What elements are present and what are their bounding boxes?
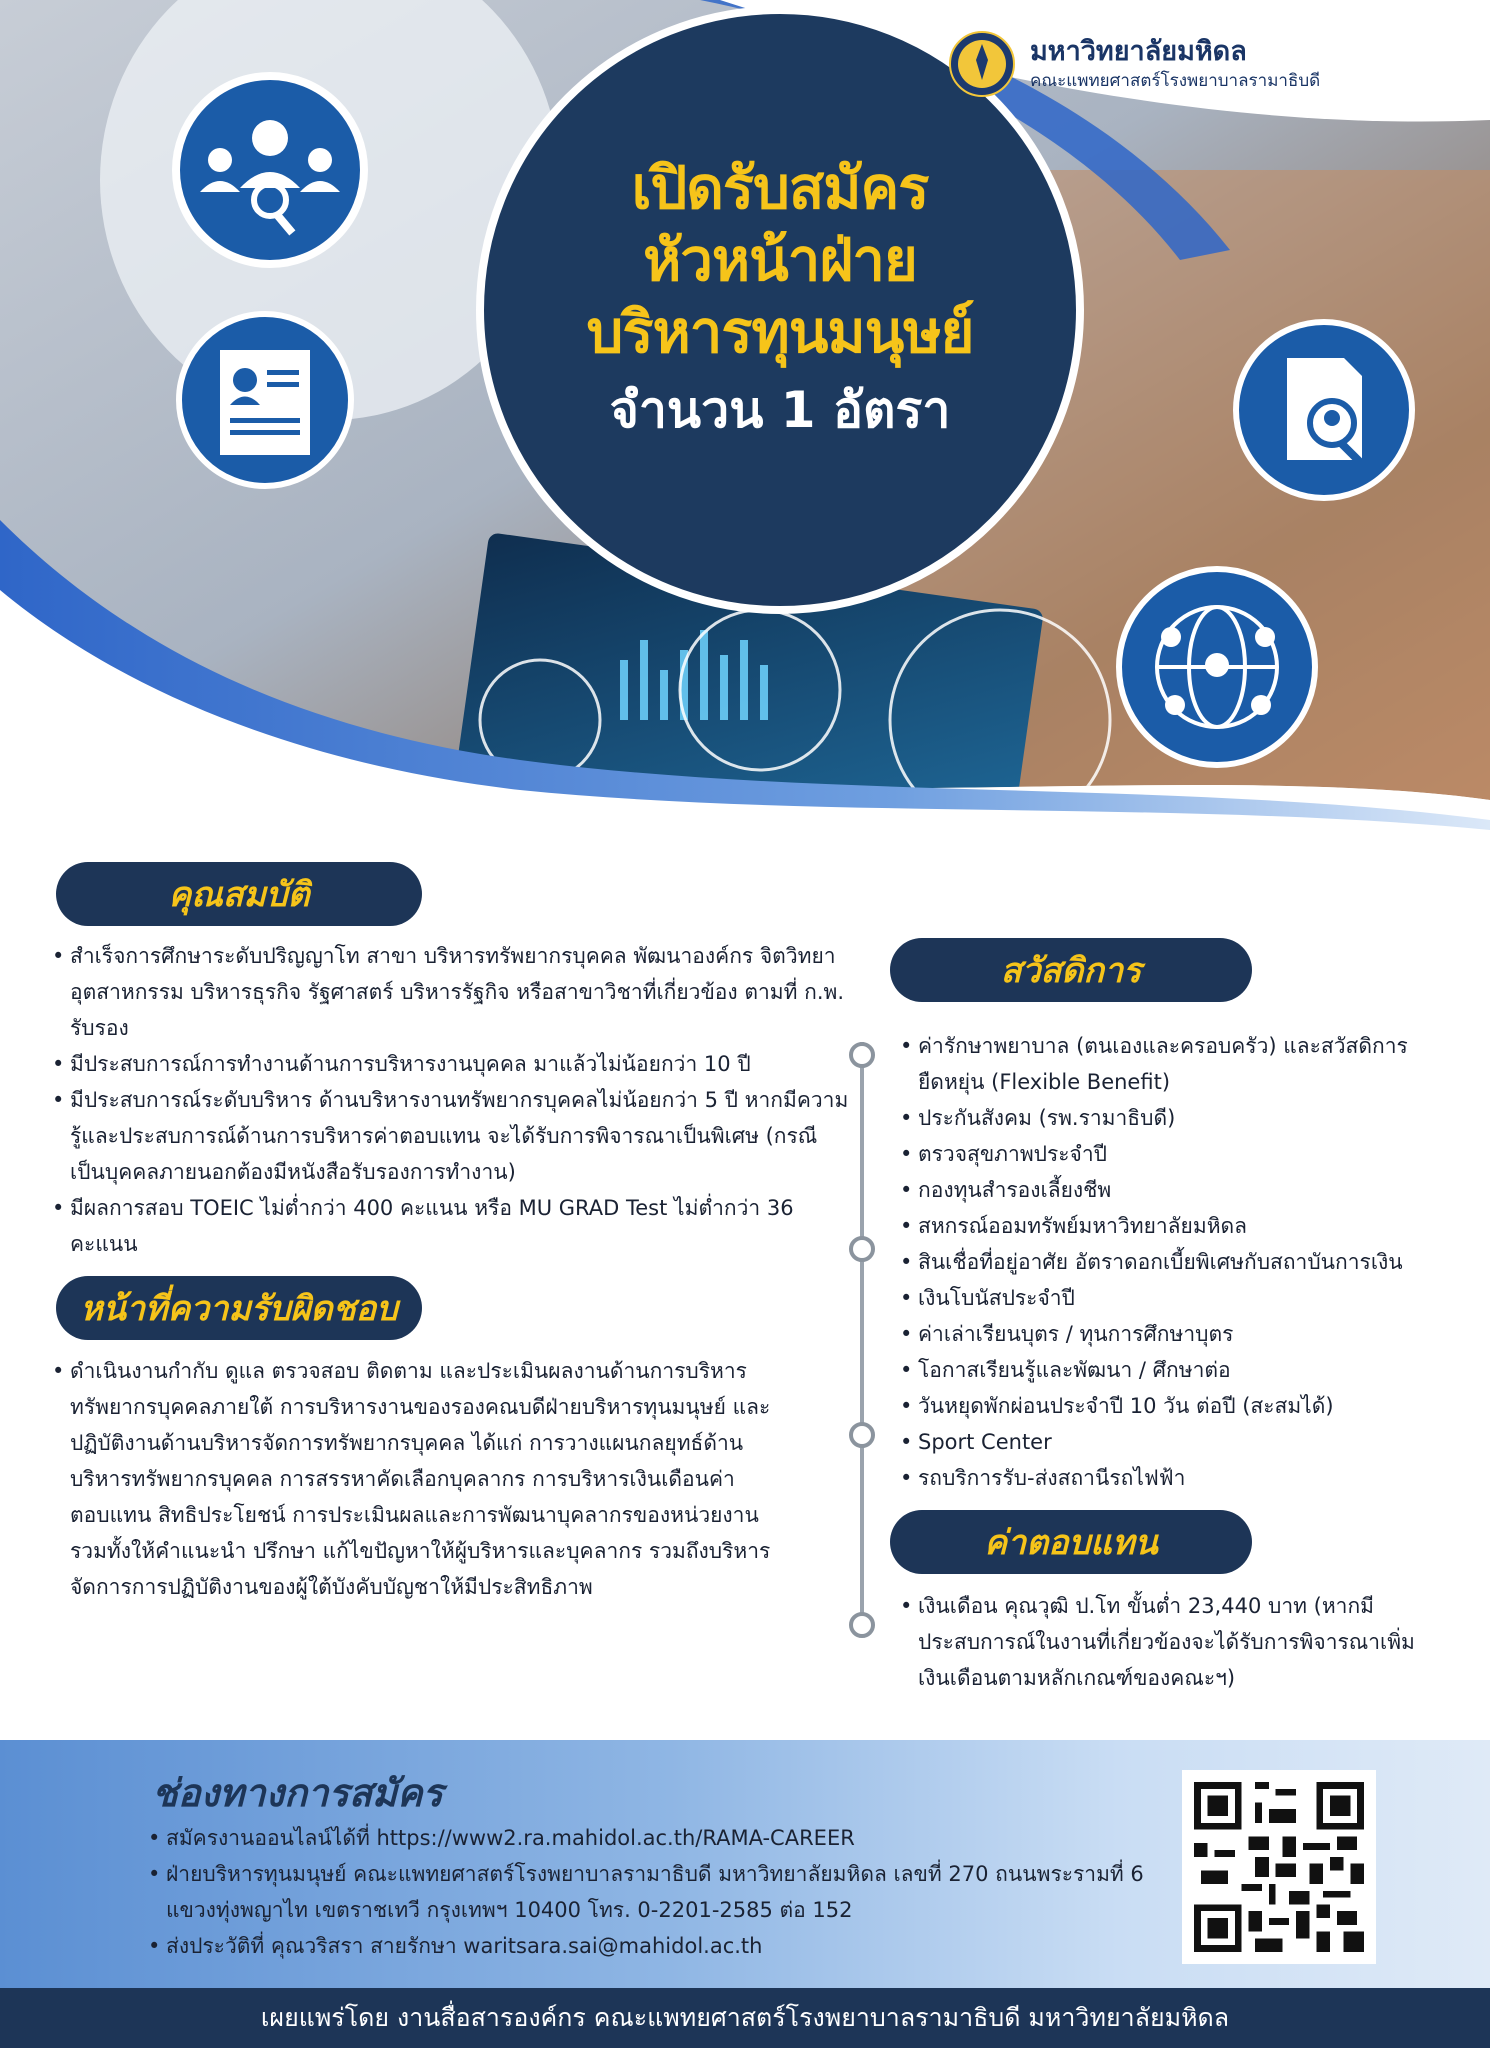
responsibilities-list [52,1353,792,1605]
apply-email[interactable]: • ส่งประวัติที่ คุณวริสรา สายรักษา waritsara.sai@mahidol.ac.th [148,1928,1158,1964]
team-search-icon [170,70,370,270]
document-search-icon [1232,318,1416,502]
faculty-name: คณะแพทยศาสตร์โรงพยาบาลรามาธิบดี [1030,71,1321,91]
list-item: • ค่ารักษาพยาบาล (ตนเองและครอบครัว) และสวัสดิการยืดหยุ่น (Flexible Benefit) [900,1028,1460,1100]
university-seal-icon [948,30,1016,98]
list-item: • สำเร็จการศึกษาระดับปริญญาโท สาขา บริหารทรัพยากรบุคคล พัฒนาองค์กร จิตวิทยาอุตสาหกรรม บริหารธุรกิจ รัฐศาสตร์ บริหารรัฐกิจ หรือสาขาวิชาที่เกี่ยวข้อง ตามที่ ก.พ. รับรอง [52,938,852,1046]
university-logo [948,28,1378,100]
list-item: • สหกรณ์ออมทรัพย์มหาวิทยาลัยมหิดล [900,1208,1460,1244]
apply-address: • ฝ่ายบริหารทุนมนุษย์ คณะแพทยศาสตร์โรงพยาบาลรามาธิบดี มหาวิทยาลัยมหิดล เลขที่ 270 ถนนพระรามที่ 6 แขวงทุ่งพญาไท เขตราชเทวี กรุงเทพฯ 10400 โทร. 0-2201-2585 ต่อ 152 [148,1856,1158,1928]
list-item: • มีประสบการณ์การทำงานด้านการบริหารงานบุคคล มาแล้วไม่น้อยกว่า 10 ปี [52,1046,852,1082]
list-item: • เงินเดือน คุณวุฒิ ป.โท ขั้นต่ำ 23,440 บาท (หากมีประสบการณ์ในงานที่เกี่ยวข้องจะได้รับการพิจารณาเพิ่มเงินเดือนตามหลักเกณฑ์ของคณะฯ) [900,1588,1420,1696]
list-item: • Sport Center [900,1424,1460,1460]
title-line-2: หัวหน้าฝ่าย [643,226,917,294]
qualifications-list [52,938,852,1262]
welfare-heading: สวัสดิการ [890,938,1252,1002]
apply-section [0,1740,1490,1988]
responsibilities-heading: หน้าที่ความรับผิดชอบ [56,1276,422,1340]
list-item: • โอกาสเรียนรู้และพัฒนา / ศึกษาต่อ [900,1352,1460,1388]
timeline-dot [849,1042,875,1068]
list-item: • วันหยุดพักผ่อนประจำปี 10 วัน ต่อปี (สะสมได้) [900,1388,1460,1424]
list-item: • มีผลการสอบ TOEIC ไม่ต่ำกว่า 400 คะแนน หรือ MU GRAD Test ไม่ต่ำกว่า 36 คะแนน [52,1190,852,1262]
list-item: • สินเชื่อที่อยู่อาศัย อัตราดอกเบี้ยพิเศษกับสถาบันการเงิน [900,1244,1460,1280]
list-item: • มีประสบการณ์ระดับบริหาร ด้านบริหารงานทรัพยากรบุคคลไม่น้อยกว่า 5 ปี หากมีความรู้และประสบการณ์ด้านการบริหารค่าตอบแทน จะได้รับการพิจารณาเป็นพิเศษ (กรณีเป็นบุคคลภายนอกต้องมีหนังสือรับรองการทำงาน) [52,1082,852,1190]
list-item: • รถบริการรับ-ส่งสถานีรถไฟฟ้า [900,1460,1460,1496]
timeline-dot [849,1422,875,1448]
compensation-heading: ค่าตอบแทน [890,1510,1252,1574]
qualifications-heading: คุณสมบัติ [56,862,422,926]
globe-network-icon [1115,565,1320,770]
list-item: • ค่าเล่าเรียนบุตร / ทุนการศึกษาบุตร [900,1316,1460,1352]
timeline-line [860,1042,864,1630]
apply-heading: ช่องทางการสมัคร [152,1771,443,1815]
resume-icon [175,310,355,490]
page-title [470,152,1090,448]
list-item: • เงินโบนัสประจำปี [900,1280,1460,1316]
title-line-1: เปิดรับสมัคร [631,154,929,222]
list-item: • กองทุนสำรองเลี้ยงชีพ [900,1172,1460,1208]
apply-list [148,1820,1158,1964]
university-name: มหาวิทยาลัยมหิดล [1030,36,1247,67]
list-item: • ตรวจสุขภาพประจำปี [900,1136,1460,1172]
hero-banner [0,0,1490,860]
compensation-list [900,1588,1420,1696]
qr-code[interactable] [1182,1770,1376,1964]
list-item: • ประกันสังคม (รพ.รามาธิบดี) [900,1100,1460,1136]
qr-code-icon [1194,1782,1364,1952]
timeline-dot [849,1236,875,1262]
title-line-3: บริหารทุนมนุษย์ [586,298,974,366]
position-count: จำนวน 1 อัตรา [609,381,951,439]
apply-online-link[interactable]: • สมัครงานออนไลน์ได้ที่ https://www2.ra.mahidol.ac.th/RAMA-CAREER [148,1820,1158,1856]
footer: เผยแพร่โดย งานสื่อสารองค์กร คณะแพทยศาสตร์โรงพยาบาลรามาธิบดี มหาวิทยาลัยมหิดล [0,1988,1490,2048]
welfare-list [900,1028,1460,1496]
timeline-dot [849,1612,875,1638]
list-item: • ดำเนินงานกำกับ ดูแล ตรวจสอบ ติดตาม และประเมินผลงานด้านการบริหารทรัพยากรบุคคลภายใต้ การบริหารงานของรองคณบดีฝ่ายบริหารทุนมนุษย์ และปฏิบัติงานด้านบริหารจัดการทรัพยากรบุคคล ได้แก่ การวางแผนกลยุทธ์ด้านบริหารทรัพยากรบุคคล การสรรหาคัดเลือกบุคลากร การบริหารเงินเดือนค่าตอบแทน สิทธิประโยชน์ การประเมินผลและการพัฒนาบุคลากรของหน่วยงาน รวมทั้งให้คำแนะนำ ปรึกษา แก้ไขปัญหาให้ผู้บริหารและบุคลากร รวมถึงบริหารจัดการการปฏิบัติงานของผู้ใต้บังคับบัญชาให้มีประสิทธิภาพ [52,1353,792,1605]
